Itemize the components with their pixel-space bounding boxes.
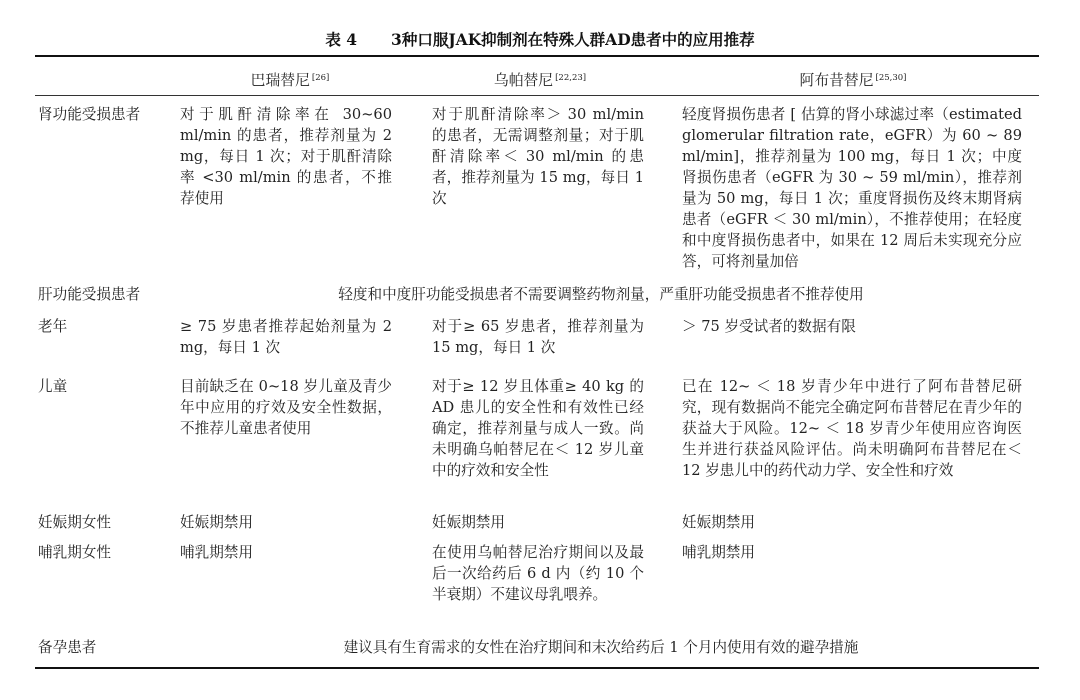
header-rule [35, 95, 1039, 96]
cell-elderly-baricitinib: ≥ 75 岁患者推荐起始剂量为 2 mg，每日 1 次 [180, 318, 392, 356]
cell-renal-baricitinib: 对于肌酐清除率在 30~60 ml/min 的患者，推荐剂量为 2 mg，每日 1 次；对于肌酐清除率 <30 ml/min 的患者，不推荐使用 [180, 106, 392, 207]
column-header-abrocitinib: 阿布昔替尼 [25,30] [799, 72, 907, 89]
cell-lactation-upadacitinib: 在使用乌帕替尼治疗期间以及最后一次给药后 6 d 内（约 10 个半衰期）不建议母乳喂养。 [432, 544, 644, 603]
bottom-rule [35, 667, 1039, 669]
column-header-upadacitinib: 乌帕替尼 [22,23] [493, 72, 587, 89]
cell-renal-abrocitinib: 轻度肾损伤患者 [ 估算的肾小球滤过率（estimated glomerular filtration rate，eGFR）为 60 ~ 89 ml/min]，推荐剂量为 100 mg，每日 1 次；中度肾损伤患者（eGFR 为 30 ~ 59 ml/min），推荐剂量为 50 mg，每日 1 次；重度肾损伤及终末期肾病患者（eGFR ＜ 30 ml/min），不推荐使用；在轻度和中度肾损伤患者中，如果在 12 周后未实现充分应答，可将剂量加倍 [682, 106, 1022, 270]
cell-pregnancy-upadacitinib: 妊娠期禁用 [432, 514, 505, 531]
column-header-baricitinib: 巴瑞替尼 [26] [250, 72, 330, 89]
column-ref: [25,30] [875, 73, 907, 83]
cell-lactation-baricitinib: 哺乳期禁用 [180, 544, 253, 561]
row-label-renal: 肾功能受损患者 [38, 106, 141, 123]
table-title: 3种口服JAK抑制剂在特殊人群AD患者中的应用推荐 [391, 30, 755, 49]
column-ref: [26] [311, 73, 330, 83]
column-ref: [22,23] [555, 73, 587, 83]
row-label-elderly: 老年 [38, 318, 68, 335]
cell-pregnancy-baricitinib: 妊娠期禁用 [180, 514, 253, 531]
top-rule [35, 55, 1039, 57]
cell-renal-upadacitinib: 对于肌酐清除率＞ 30 ml/min 的患者，无需调整剂量；对于肌酐清除率＜ 30 ml/min 的患者，推荐剂量为 15 mg，每日 1 次 [432, 106, 644, 207]
table-label: 表 4 [325, 30, 358, 49]
row-label-children: 儿童 [38, 378, 68, 395]
cell-pregnancy-planning-merged: 建议具有生育需求的女性在治疗期间和末次给药后 1 个月内使用有效的避孕措施 [343, 639, 859, 656]
row-label-hepatic: 肝功能受损患者 [38, 286, 141, 303]
cell-children-abrocitinib: 已在 12~ ＜ 18 岁青少年中进行了阿布昔替尼研究，现有数据尚不能完全确定阿布昔替尼在青少年的获益大于风险。12~ ＜ 18 岁青少年使用应咨询医生并进行获益风险评估。尚未明确阿布昔替尼在＜ 12 岁患儿中的药代动力学、安全性和疗效 [682, 378, 1022, 479]
cell-lactation-abrocitinib: 哺乳期禁用 [682, 544, 755, 561]
table-caption [0, 28, 1080, 50]
cell-pregnancy-abrocitinib: 妊娠期禁用 [682, 514, 755, 531]
row-label-pregnancy: 妊娠期女性 [38, 514, 111, 531]
cell-hepatic-merged: 轻度和中度肝功能受损患者不需要调整药物剂量，严重肝功能受损患者不推荐使用 [338, 286, 864, 303]
row-label-lactation: 哺乳期女性 [38, 544, 111, 561]
cell-elderly-abrocitinib: ＞ 75 岁受试者的数据有限 [682, 318, 856, 335]
cell-children-upadacitinib: 对于≥ 12 岁且体重≥ 40 kg 的 AD 患儿的安全性和有效性已经确定，推荐剂量与成人一致。尚未明确乌帕替尼在＜ 12 岁儿童中的疗效和安全性 [432, 378, 644, 479]
row-label-pregnancy-planning: 备孕患者 [38, 639, 97, 656]
cell-elderly-upadacitinib: 对于≥ 65 岁患者，推荐剂量为 15 mg，每日 1 次 [432, 318, 644, 356]
cell-children-baricitinib: 目前缺乏在 0~18 岁儿童及青少年中应用的疗效及安全性数据，不推荐儿童患者使用 [180, 378, 392, 437]
